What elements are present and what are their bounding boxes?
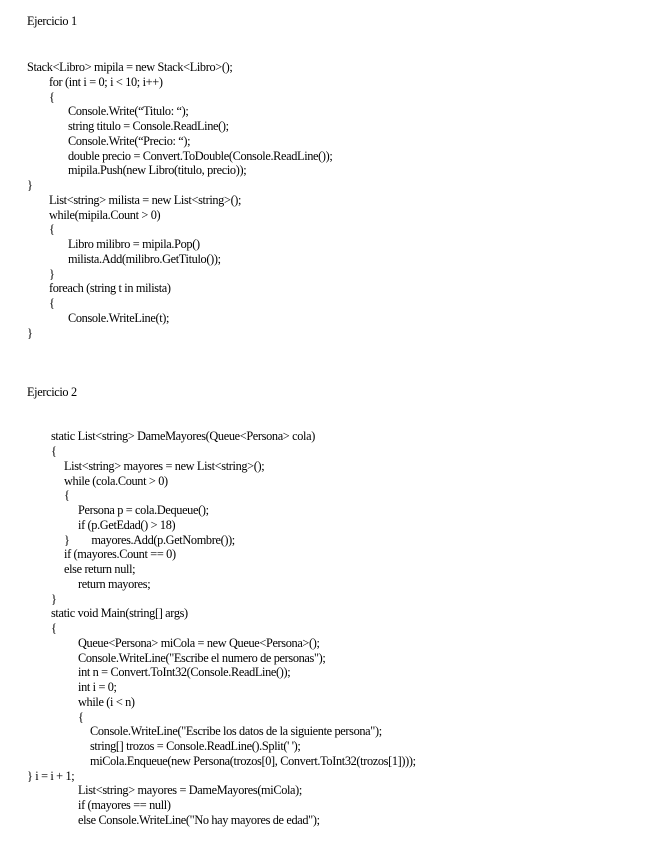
code-line: { [49, 90, 55, 104]
code-line: } [49, 267, 55, 281]
code-line: return mayores; [78, 577, 151, 591]
code-line: milista.Add(milibro.GetTitulo()); [68, 252, 221, 266]
code-line: { [49, 296, 55, 310]
code-line: if (mayores.Count == 0) [64, 547, 176, 561]
code-line: { [51, 444, 57, 458]
code-line: List<string> milista = new List<string>(); [49, 193, 242, 207]
code-line: string[] trozos = Console.ReadLine().Split(' '); [90, 739, 301, 753]
code-line: Console.Write(“Precio: “); [68, 134, 191, 148]
code-line: Libro milibro = mipila.Pop() [68, 237, 200, 251]
code-line: static List<string> DameMayores(Queue<Persona> cola) [51, 429, 315, 443]
code-line: Queue<Persona> miCola = new Queue<Persona>(); [78, 636, 320, 650]
code-line: { [64, 488, 70, 502]
code-line: if (p.GetEdad() > 18) [78, 518, 176, 532]
code-line: } [51, 592, 57, 606]
code-line: while (i < n) [78, 695, 135, 709]
code-line: else return null; [64, 562, 136, 576]
code-line: int n = Convert.ToInt32(Console.ReadLine()); [78, 665, 291, 679]
code-line: } [27, 178, 33, 192]
code-line: static void Main(string[] args) [51, 606, 188, 620]
code-line: foreach (string t in milista) [49, 281, 171, 295]
code-line: Stack<Libro> mipila = new Stack<Libro>(); [27, 60, 233, 74]
code-line: string titulo = Console.ReadLine(); [68, 119, 229, 133]
code-line: while (cola.Count > 0) [64, 474, 168, 488]
code-line: if (mayores == null) [78, 798, 171, 812]
code-line: { [51, 621, 57, 635]
code-line: while(mipila.Count > 0) [49, 208, 161, 222]
code-line: } [27, 326, 33, 340]
code-line: Console.WriteLine("Escribe los datos de la siguiente persona"); [90, 724, 382, 738]
ejercicio-2-heading: Ejercicio 2 [27, 385, 77, 399]
ejercicio-1-heading: Ejercicio 1 [27, 14, 77, 28]
code-line: Persona p = cola.Dequeue(); [78, 503, 209, 517]
code-line: int i = 0; [78, 680, 117, 694]
code-line: Console.WriteLine(t); [68, 311, 170, 325]
code-line: { [49, 222, 55, 236]
code-line: } i = i + 1; [27, 769, 75, 783]
code-line: Console.Write(“Titulo: “); [68, 104, 189, 118]
code-line: miCola.Enqueue(new Persona(trozos[0], Convert.ToInt32(trozos[1]))); [90, 754, 416, 768]
code-line: double precio = Convert.ToDouble(Console.ReadLine()); [68, 149, 333, 163]
code-line: Console.WriteLine("Escribe el numero de personas"); [78, 651, 326, 665]
code-line: List<string> mayores = DameMayores(miCola); [78, 783, 302, 797]
code-line: { [78, 710, 84, 724]
code-line: for (int i = 0; i < 10; i++) [49, 75, 163, 89]
code-line: mipila.Push(new Libro(titulo, precio)); [68, 163, 247, 177]
code-line: else Console.WriteLine("No hay mayores de edad"); [78, 813, 320, 827]
code-line: } mayores.Add(p.GetNombre()); [64, 533, 235, 547]
code-line: List<string> mayores = new List<string>(); [64, 459, 265, 473]
